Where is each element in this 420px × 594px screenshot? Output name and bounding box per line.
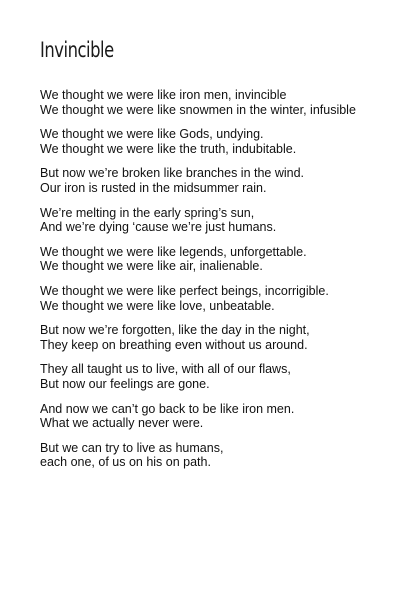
poem-line: We thought we were like legends, unforgettable.: [40, 244, 307, 259]
stanza: [40, 323, 410, 352]
poem-line: We thought we were like love, unbeatable.: [40, 298, 275, 313]
poem-line: But now our feelings are gone.: [40, 376, 210, 391]
poem-line: Our iron is rusted in the midsummer rain.: [40, 180, 267, 195]
poem-line: We thought we were like iron men, invincible: [40, 88, 287, 102]
poem-line: We thought we were like snowmen in the winter, infusible: [40, 102, 356, 117]
stanza: [40, 206, 410, 235]
poem-line: What we actually never were.: [40, 416, 204, 431]
poem-line: But now we’re broken like branches in the wind.: [40, 166, 305, 181]
poem-line: And now we can’t go back to be like iron men.: [40, 401, 295, 416]
stanza: [40, 127, 410, 156]
poem-line: They keep on breathing even without us around.: [40, 337, 308, 352]
stanza: [40, 284, 410, 313]
poem-title: Invincible: [40, 38, 114, 62]
stanza: [40, 362, 410, 391]
stanza: [40, 88, 410, 117]
poem-line: each one, of us on his on path.: [40, 455, 211, 470]
stanza: [40, 441, 410, 470]
poem-line: We thought we were like perfect beings, incorrigible.: [40, 283, 329, 298]
stanza: [40, 402, 410, 431]
poem-line: But now we’re forgotten, like the day in the night,: [40, 323, 310, 338]
poem-line: We’re melting in the early spring’s sun,: [40, 205, 255, 220]
poem-line: And we’re dying ‘cause we’re just humans.: [40, 220, 277, 235]
poem-body: [40, 88, 410, 480]
stanza: [40, 166, 410, 195]
poem-line: We thought we were like air, inalienable.: [40, 259, 263, 274]
poem-line: They all taught us to live, with all of our flaws,: [40, 362, 291, 377]
poem-line: But we can try to live as humans,: [40, 440, 224, 455]
poem-line: We thought we were like Gods, undying.: [40, 127, 264, 142]
poem-line: We thought we were like the truth, indubitable.: [40, 141, 297, 156]
stanza: [40, 245, 410, 274]
